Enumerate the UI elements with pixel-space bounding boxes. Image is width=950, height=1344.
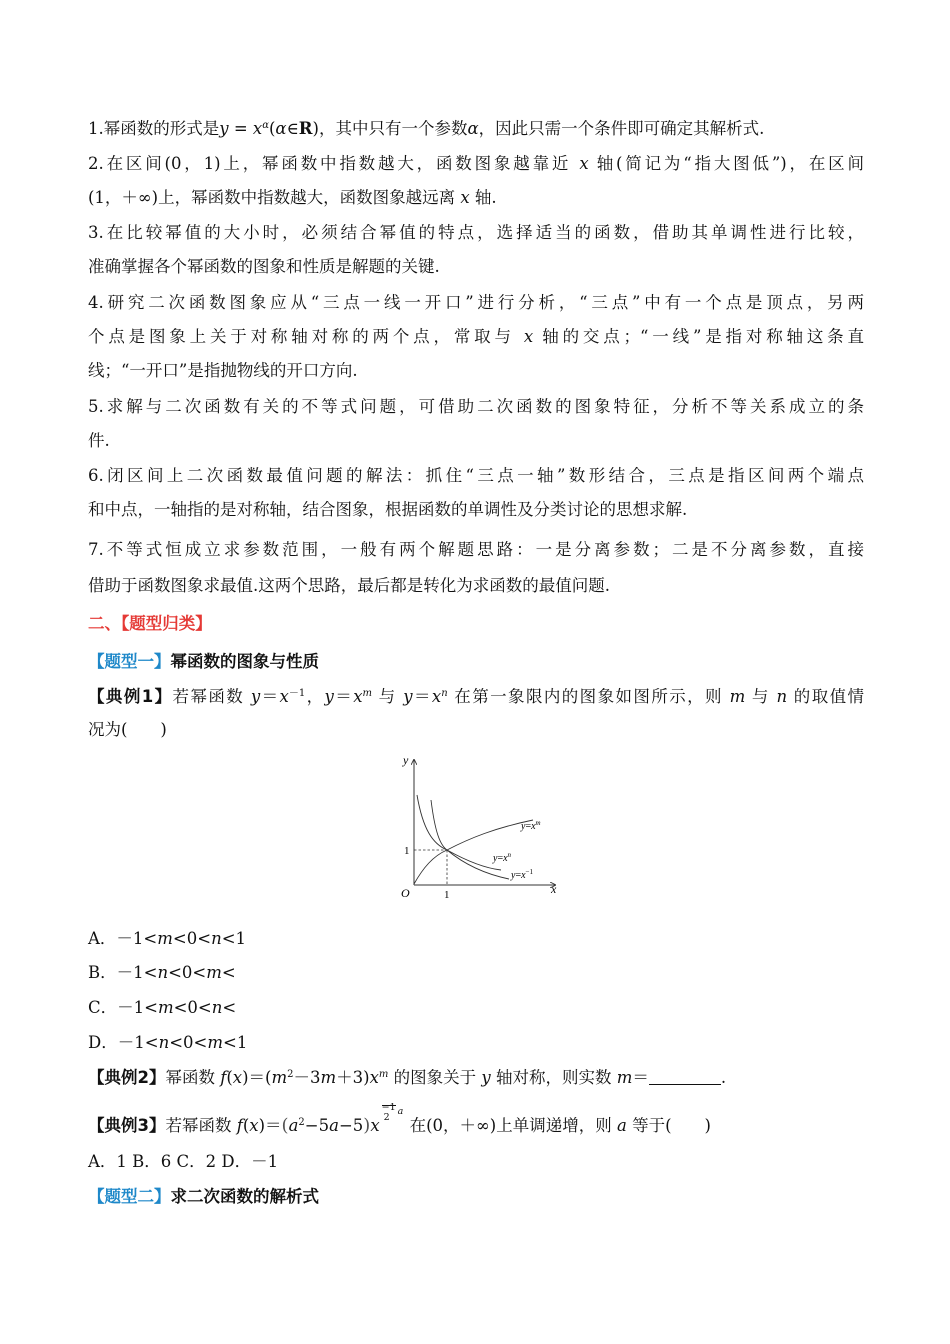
- option-b: [88, 962, 864, 984]
- text: 等于( ): [626, 1116, 711, 1135]
- note-7-line-2: 借助于函数图象求最值.这两个思路，最后都是转化为求函数的最值问题.: [88, 576, 610, 595]
- math-var: m: [157, 929, 173, 948]
- label-neg1: $y=x^{-1}$: [511, 868, 533, 881]
- text: ＝: [265, 1116, 282, 1135]
- math-var: a: [397, 1106, 404, 1117]
- math-var: m: [616, 1068, 633, 1087]
- text: －1<: [116, 929, 158, 948]
- math-var: m: [157, 998, 174, 1017]
- note-1: [88, 118, 864, 140]
- text: 在(0，＋∞)上单调递增，则: [409, 1116, 617, 1135]
- math-var: x: [353, 687, 363, 706]
- text: )，其中只有一个参数: [312, 119, 468, 138]
- math-var: x: [370, 1116, 380, 1135]
- example-3-options: A．1 B．6 C．2 D．－1: [88, 1152, 279, 1171]
- origin-label: O: [401, 886, 410, 900]
- label-m: $y=x^m$: [521, 819, 541, 832]
- text: 的图象关于: [388, 1068, 482, 1087]
- math-exponent: α: [262, 120, 269, 131]
- example-tag: 【典例2】: [88, 1068, 166, 1087]
- fraction-denominator: 2: [383, 1112, 390, 1123]
- text: ∈: [286, 119, 299, 138]
- text: －1<: [117, 1033, 159, 1052]
- math-var: a: [617, 1116, 627, 1135]
- text: －1<: [117, 998, 158, 1017]
- type-title: 幂函数的图象与性质: [170, 652, 319, 671]
- text: <: [221, 963, 236, 982]
- text: 与: [371, 687, 404, 706]
- text: 的取值情: [787, 687, 865, 706]
- note-2-line-2: [88, 187, 864, 209]
- math-var: x: [369, 1068, 379, 1087]
- type-title: 求二次函数的解析式: [170, 1187, 319, 1206]
- text: (: [268, 119, 276, 138]
- x-tick-label: 1: [444, 889, 450, 901]
- text: 若幂函数: [172, 687, 251, 706]
- option-letter: C．: [88, 998, 118, 1017]
- example-tag: 【典例3】: [88, 1116, 166, 1135]
- math-var: n: [211, 929, 222, 948]
- math-var: x: [279, 687, 289, 706]
- text: ＝: [260, 687, 280, 706]
- text: 1.幂函数的形式是: [88, 119, 220, 138]
- math-exponent: －1: [288, 688, 306, 699]
- text: −5: [304, 1116, 330, 1135]
- example-tag: 【典例1】: [88, 687, 173, 706]
- text: (1，＋∞)上，幂函数中指数越大，函数图象越远离: [88, 188, 461, 207]
- math-exponent: 2: [287, 1069, 294, 1080]
- note-4-line-2: [88, 326, 864, 348]
- note-2-line-1: [88, 153, 864, 175]
- note-4-line-3: 线；“一开口”是指抛物线的开口方向.: [88, 361, 358, 380]
- example-1-line-1: [88, 686, 864, 708]
- note-4-line-1: 4.研究二次函数图象应从“三点一线一开口”进行分析，“三点”中有一个点是顶点，另两: [88, 293, 864, 312]
- text: <1: [221, 929, 247, 948]
- text: 轴的交点；“一线”是指对称轴这条直: [533, 327, 864, 346]
- math-var: f: [236, 1116, 243, 1135]
- math-var: x: [460, 188, 470, 207]
- option-d: [88, 1032, 864, 1054]
- label-n: $y=x^n$: [493, 851, 512, 864]
- note-6-line-2: 和中点，一轴指的是对称轴，结合图象，根据函数的单调性及分类讨论的思想求解.: [88, 500, 688, 519]
- math-var: x: [523, 327, 534, 346]
- text: ＝(: [248, 1068, 272, 1087]
- math-var: n: [211, 998, 223, 1017]
- type-1-heading: [88, 651, 864, 673]
- y-tick-label: 1: [404, 845, 410, 857]
- y-axis-label: y: [403, 753, 409, 767]
- power-function-graph: [385, 752, 565, 902]
- exponent-fraction: [380, 1102, 410, 1123]
- math-var: m: [207, 1033, 224, 1052]
- example-1-line-2: 况为( ): [88, 720, 167, 739]
- text: <0<: [172, 929, 212, 948]
- math-var: n: [158, 1033, 170, 1052]
- note-3-line-1: 3.在比较幂值的大小时，必须结合幂值的特点，选择适当的函数，借助其单调性进行比较，: [88, 223, 864, 242]
- math-var: y: [219, 119, 229, 138]
- type-2-heading: [88, 1186, 864, 1208]
- text: 个点是图象上关于对称轴对称的两个点，常取与: [88, 327, 524, 346]
- option-letter: A．: [88, 929, 117, 948]
- text: 幂函数: [165, 1068, 221, 1087]
- text: <1: [223, 1033, 248, 1052]
- text: 在第一象限内的图象如图所示，则: [447, 687, 730, 706]
- text: 与: [745, 687, 777, 706]
- math-var: y: [250, 687, 261, 706]
- option-letter: B．: [88, 963, 117, 982]
- text: －1<: [116, 963, 158, 982]
- text: ，: [305, 687, 325, 706]
- text: −5: [338, 1116, 364, 1135]
- text: ，因此只需一个条件即可确定其解析式.: [478, 119, 765, 138]
- text: =: [228, 119, 253, 138]
- example-2: 【典例2】幂函数 $f(x)=(m^2-3m+3)x^m$ 的图象关于 y 轴对称，则实数 m＝ .: [88, 1068, 727, 1087]
- text: 轴对称，则实数: [490, 1068, 617, 1087]
- math-var: x: [232, 1068, 243, 1087]
- math-var: α: [467, 119, 479, 138]
- text: ＋3): [336, 1068, 370, 1087]
- note-5-line-2: 件.: [88, 431, 110, 450]
- math-var: m: [320, 1068, 337, 1087]
- math-var: y: [481, 1068, 491, 1087]
- option-c: [88, 997, 864, 1019]
- math-exponent: 2: [298, 1117, 305, 1128]
- math-var: α: [275, 119, 287, 138]
- text: 若幂函数: [165, 1116, 237, 1135]
- math-var: x: [252, 119, 263, 138]
- text: －3: [293, 1068, 321, 1087]
- text: ＝: [632, 1068, 649, 1087]
- note-7-line-1: 7.不等式恒成立求参数范围，一般有两个解题思路：一是分离参数；二是不分离参数，直接: [88, 540, 864, 559]
- math-var: m: [271, 1068, 288, 1087]
- math-var: x: [431, 687, 442, 706]
- note-6-line-1: 6.闭区间上二次函数最值问题的解法：抓住“三点一轴”数形结合，三点是指区间两个端点: [88, 466, 864, 485]
- text: .: [720, 1068, 727, 1087]
- math-exponent: m: [378, 1069, 389, 1080]
- text: 轴.: [469, 188, 497, 207]
- section-heading: 二、【题型归类】: [88, 614, 212, 633]
- math-var: x: [249, 1116, 259, 1135]
- note-5-line-1: 5.求解与二次函数有关的不等式问题，可借助二次函数的图象特征，分析不等关系成立的条: [88, 397, 864, 416]
- math-var: a: [288, 1116, 299, 1135]
- math-exponent: n: [441, 688, 448, 699]
- text: <: [222, 998, 237, 1017]
- text: 轴(简记为“指大图低”)，在区间: [588, 154, 864, 173]
- option-a: [88, 928, 864, 950]
- text: <0<: [169, 1033, 208, 1052]
- math-set: R: [298, 119, 313, 138]
- math-var: m: [206, 963, 222, 982]
- math-var: a: [329, 1116, 339, 1135]
- math-var: m: [729, 687, 746, 706]
- note-3-line-2: 准确掌握各个幂函数的图象和性质是解题的关键.: [88, 257, 440, 276]
- fraction-numerator: −1: [381, 1102, 396, 1113]
- example-3: 【典例3】若幂函数 $f(x)=(a^2-5a-5)x$ −1 2 a 在(0，＋∞)上单调递增，则 a 等于( ): [88, 1107, 864, 1137]
- math-var: y: [403, 687, 413, 706]
- text: 2.在区间(0，1)上，幂函数中指数越大，函数图象越靠近: [88, 154, 580, 173]
- math-var: n: [776, 687, 788, 706]
- type-tag: 【题型一】: [88, 652, 171, 671]
- text: <0<: [168, 963, 207, 982]
- math-var: y: [324, 687, 334, 706]
- text: <0<: [173, 998, 212, 1017]
- answer-blank[interactable]: [649, 1070, 721, 1085]
- math-exponent: m: [362, 688, 372, 699]
- text: ＝: [412, 687, 432, 706]
- option-letter: D．: [88, 1033, 118, 1052]
- x-axis-label: x: [551, 882, 557, 896]
- text: ＝: [333, 687, 354, 706]
- math-var: n: [157, 963, 169, 982]
- math-var: x: [579, 154, 589, 173]
- type-tag: 【题型二】: [88, 1187, 171, 1206]
- math-var: f: [220, 1068, 227, 1087]
